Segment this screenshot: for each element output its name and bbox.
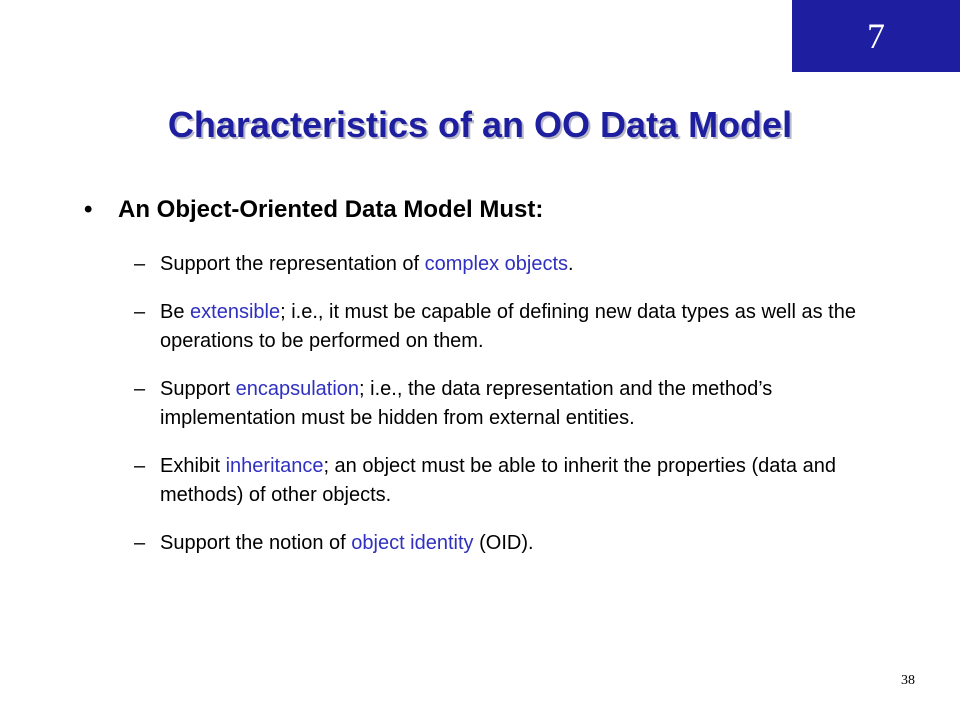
sub-bullet-text: Support bbox=[160, 378, 236, 400]
key-term: extensible bbox=[190, 301, 281, 323]
sub-bullet-text: Support the representation of bbox=[160, 253, 425, 275]
key-term: inheritance bbox=[225, 455, 324, 477]
page-number: 38 bbox=[901, 673, 915, 688]
sub-bullet-text: Exhibit bbox=[160, 455, 226, 477]
key-term: object identity bbox=[351, 532, 474, 554]
main-bullet bbox=[84, 196, 864, 225]
sub-bullet-text: ; i.e., the data representation and the method’s implementation must be hidden from external entities. bbox=[160, 378, 773, 429]
dash-marker: – bbox=[134, 378, 146, 400]
sub-bullet-text: ; an object must be able to inherit the properties (data and methods) of other objects. bbox=[160, 455, 836, 506]
sub-bullet-item bbox=[134, 452, 894, 510]
sub-bullet-text: . bbox=[568, 253, 574, 275]
bullet-marker: • bbox=[84, 196, 93, 223]
chapter-badge bbox=[792, 0, 960, 72]
sub-bullet-item bbox=[134, 298, 894, 356]
sub-bullet-item bbox=[134, 529, 894, 558]
chapter-number: 7 bbox=[867, 16, 885, 56]
sub-bullet-text: Be bbox=[160, 301, 191, 323]
dash-marker: – bbox=[134, 455, 146, 477]
dash-marker: – bbox=[134, 253, 146, 275]
sub-bullet-item bbox=[134, 375, 894, 433]
dash-marker: – bbox=[134, 532, 146, 554]
sub-bullet-text: Support the notion of bbox=[160, 532, 352, 554]
key-term: complex objects bbox=[424, 253, 569, 275]
dash-marker: – bbox=[134, 301, 146, 323]
main-bullet-text: An Object-Oriented Data Model Must: bbox=[118, 196, 544, 223]
key-term: encapsulation bbox=[235, 378, 360, 400]
sub-bullet-text: (OID). bbox=[473, 532, 534, 554]
sub-bullet-text: ; i.e., it must be capable of defining new data types as well as the operations to be performed on them. bbox=[160, 301, 856, 352]
sub-bullet-list bbox=[134, 250, 894, 577]
sub-bullet-item bbox=[134, 250, 894, 279]
slide-title: Characteristics of an OO Data Model bbox=[167, 104, 793, 145]
